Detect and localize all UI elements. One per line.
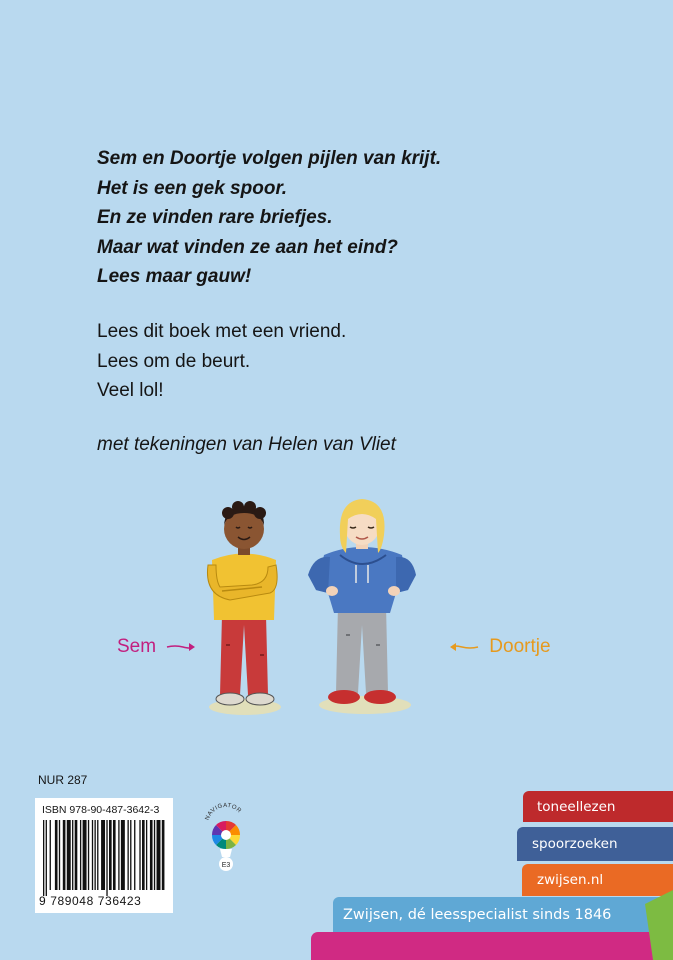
tag-zwijsen-nl: zwijsen.nl	[522, 864, 673, 896]
magenta-bar	[311, 932, 673, 960]
tag-toneellezen: toneellezen	[523, 791, 673, 822]
barcode-bar	[150, 820, 153, 890]
barcode-bar	[83, 820, 87, 890]
barcode-bar	[67, 820, 71, 890]
barcode-bar	[88, 820, 89, 890]
barcode-bar	[146, 820, 147, 890]
sem-figure	[207, 501, 277, 705]
barcode-bar	[94, 820, 95, 890]
sem-name: Sem	[117, 636, 157, 657]
doortje-name: Doortje	[489, 636, 551, 657]
barcode-bar	[162, 820, 165, 890]
doortje-figure	[308, 499, 416, 704]
isbn-barcode	[35, 798, 173, 913]
color-wheel-icon	[212, 821, 240, 849]
barcode-number: 9 789048 736423	[39, 894, 142, 908]
blurb-line: Sem en Doortje volgen pijlen van krijt.	[97, 148, 442, 169]
green-wedge	[645, 890, 673, 960]
barcode-bar	[80, 820, 81, 890]
doortje-label	[448, 636, 551, 658]
blurb-line: En ze vinden rare briefjes.	[97, 207, 333, 228]
children-illustration	[190, 495, 450, 720]
barcode-bar	[50, 820, 51, 890]
barcode-bar	[106, 820, 107, 896]
barcode-bar	[109, 820, 112, 890]
blurb-line: Het is een gek spoor.	[97, 177, 288, 199]
barcode-bar	[130, 820, 131, 890]
navigator-label: NAVIGATOR	[204, 802, 243, 822]
barcode-bar	[59, 820, 60, 890]
barcode-icon	[43, 820, 165, 896]
publisher-slogan: Zwijsen, dé leesspecialist sinds 1846	[333, 897, 673, 933]
sem-label	[117, 636, 197, 658]
instruction-line: Lees dit boek met een vriend.	[97, 321, 347, 342]
blurb-text	[97, 144, 617, 292]
barcode-bar	[55, 820, 58, 890]
svg-text:NAVIGATOR	[205, 803, 243, 821]
barcode-bar	[43, 820, 44, 896]
blurb-line: Maar wat vinden ze aan het eind?	[97, 236, 398, 258]
barcode-bar	[46, 820, 47, 896]
navigator-level: E3	[221, 862, 231, 869]
barcode-bar	[154, 820, 155, 890]
instruction-line: Veel lol!	[97, 380, 164, 401]
barcode-bar	[92, 820, 93, 890]
barcode-bar	[75, 820, 78, 890]
instruction-line: Lees om de beurt.	[97, 350, 251, 372]
reading-instructions	[97, 317, 617, 406]
isbn-text: ISBN 978-90-487-3642-3	[42, 804, 160, 816]
barcode-bar	[157, 820, 161, 890]
barcode-bar	[139, 820, 140, 890]
arrow-left-icon	[448, 641, 480, 653]
illustrator-credit: met tekeningen van Helen van Vliet	[97, 434, 396, 455]
barcode-bar	[118, 820, 119, 890]
barcode-bar	[63, 820, 66, 890]
navigator-logo	[200, 795, 252, 875]
barcode-bar	[113, 820, 116, 890]
barcode-bar	[121, 820, 125, 890]
barcode-bar	[97, 820, 98, 890]
nur-code: NUR 287	[38, 773, 88, 787]
tag-spoorzoeken: spoorzoeken	[517, 827, 673, 861]
barcode-bar	[127, 820, 128, 890]
blurb-line: Lees maar gauw!	[97, 266, 252, 287]
barcode-bar	[142, 820, 145, 890]
barcode-bar	[134, 820, 135, 890]
barcode-bar	[72, 820, 73, 890]
barcode-bar	[101, 820, 105, 890]
